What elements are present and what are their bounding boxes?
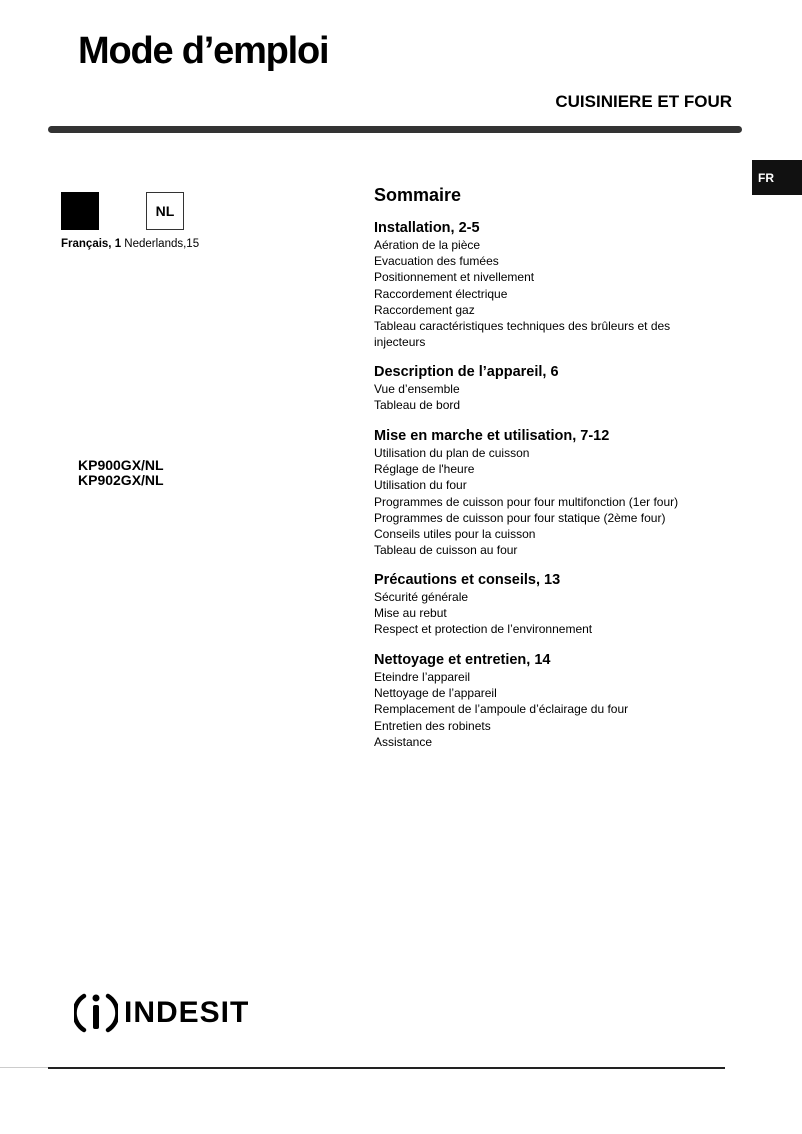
toc-section-heading: Précautions et conseils, 13	[374, 572, 561, 588]
toc-item: injecteurs	[374, 335, 426, 350]
model-list	[78, 458, 164, 488]
toc-item: Nettoyage de l’appareil	[374, 686, 497, 701]
language-nl-label: Nederlands,15	[124, 238, 200, 250]
toc-item: Raccordement électrique	[374, 286, 508, 301]
toc-item: Remplacement de l’ampoule d’éclairage du four	[374, 702, 629, 717]
language-tab-fr: FR	[752, 160, 802, 195]
toc-item: Tableau caractéristiques techniques des brûleurs et des	[374, 319, 671, 334]
footer-line-faint	[0, 1067, 48, 1068]
toc-item: Assistance	[374, 734, 433, 749]
toc-section-heading: Description de l’appareil, 6	[374, 364, 559, 380]
language-index	[61, 238, 199, 250]
toc-item: Vue d’ensemble	[374, 382, 460, 396]
toc-item: Entretien des robinets	[374, 718, 491, 733]
toc-item: Tableau de cuisson au four	[374, 543, 518, 558]
language-box-nl: NL	[146, 192, 184, 230]
header-divider	[48, 126, 742, 133]
toc-item: Tableau de bord	[374, 398, 461, 413]
model-number: KP900GX/NL	[78, 457, 164, 473]
toc-item: Conseils utiles pour la cuisson	[374, 527, 536, 542]
indesit-i-icon	[74, 990, 118, 1036]
toc-item: Positionnement et nivellement	[374, 270, 535, 285]
brand-name: INDESIT	[124, 996, 250, 1029]
toc-item: Réglage de l'heure	[374, 462, 475, 477]
model-number: KP902GX/NL	[78, 472, 164, 488]
toc-section-heading: Installation, 2-5	[374, 220, 480, 236]
toc-item: Utilisation du plan de cuisson	[374, 446, 530, 460]
toc-item: Eteindre l’appareil	[374, 670, 471, 684]
footer-divider	[48, 1067, 725, 1069]
toc-item: Programmes de cuisson pour four multifonction (1er four)	[374, 494, 679, 509]
toc-item: Sécurité générale	[374, 590, 469, 604]
toc-section	[374, 219, 670, 350]
toc-title: Sommaire	[374, 185, 462, 205]
language-box-fr	[61, 192, 99, 230]
toc-item: Raccordement gaz	[374, 302, 475, 317]
indesit-logo	[74, 990, 249, 1036]
toc-item: Respect et protection de l’environnement	[374, 622, 593, 637]
toc-item: Evacuation des fumées	[374, 254, 499, 269]
page-subtitle: CUISINIERE ET FOUR	[555, 92, 732, 111]
toc-item: Aération de la pièce	[374, 238, 481, 252]
toc-item: Mise au rebut	[374, 606, 447, 621]
toc-item: Programmes de cuisson pour four statique (2ème four)	[374, 510, 666, 525]
toc-section-heading: Mise en marche et utilisation, 7-12	[374, 428, 610, 444]
toc-section	[374, 651, 628, 750]
toc-section	[374, 427, 678, 558]
toc-item: Utilisation du four	[374, 478, 467, 493]
page-title: Mode d’emploi	[78, 30, 329, 72]
toc-section	[374, 363, 559, 413]
toc-section	[374, 571, 592, 638]
toc-section-heading: Nettoyage et entretien, 14	[374, 652, 551, 668]
language-fr-label: Français, 1	[61, 238, 122, 250]
